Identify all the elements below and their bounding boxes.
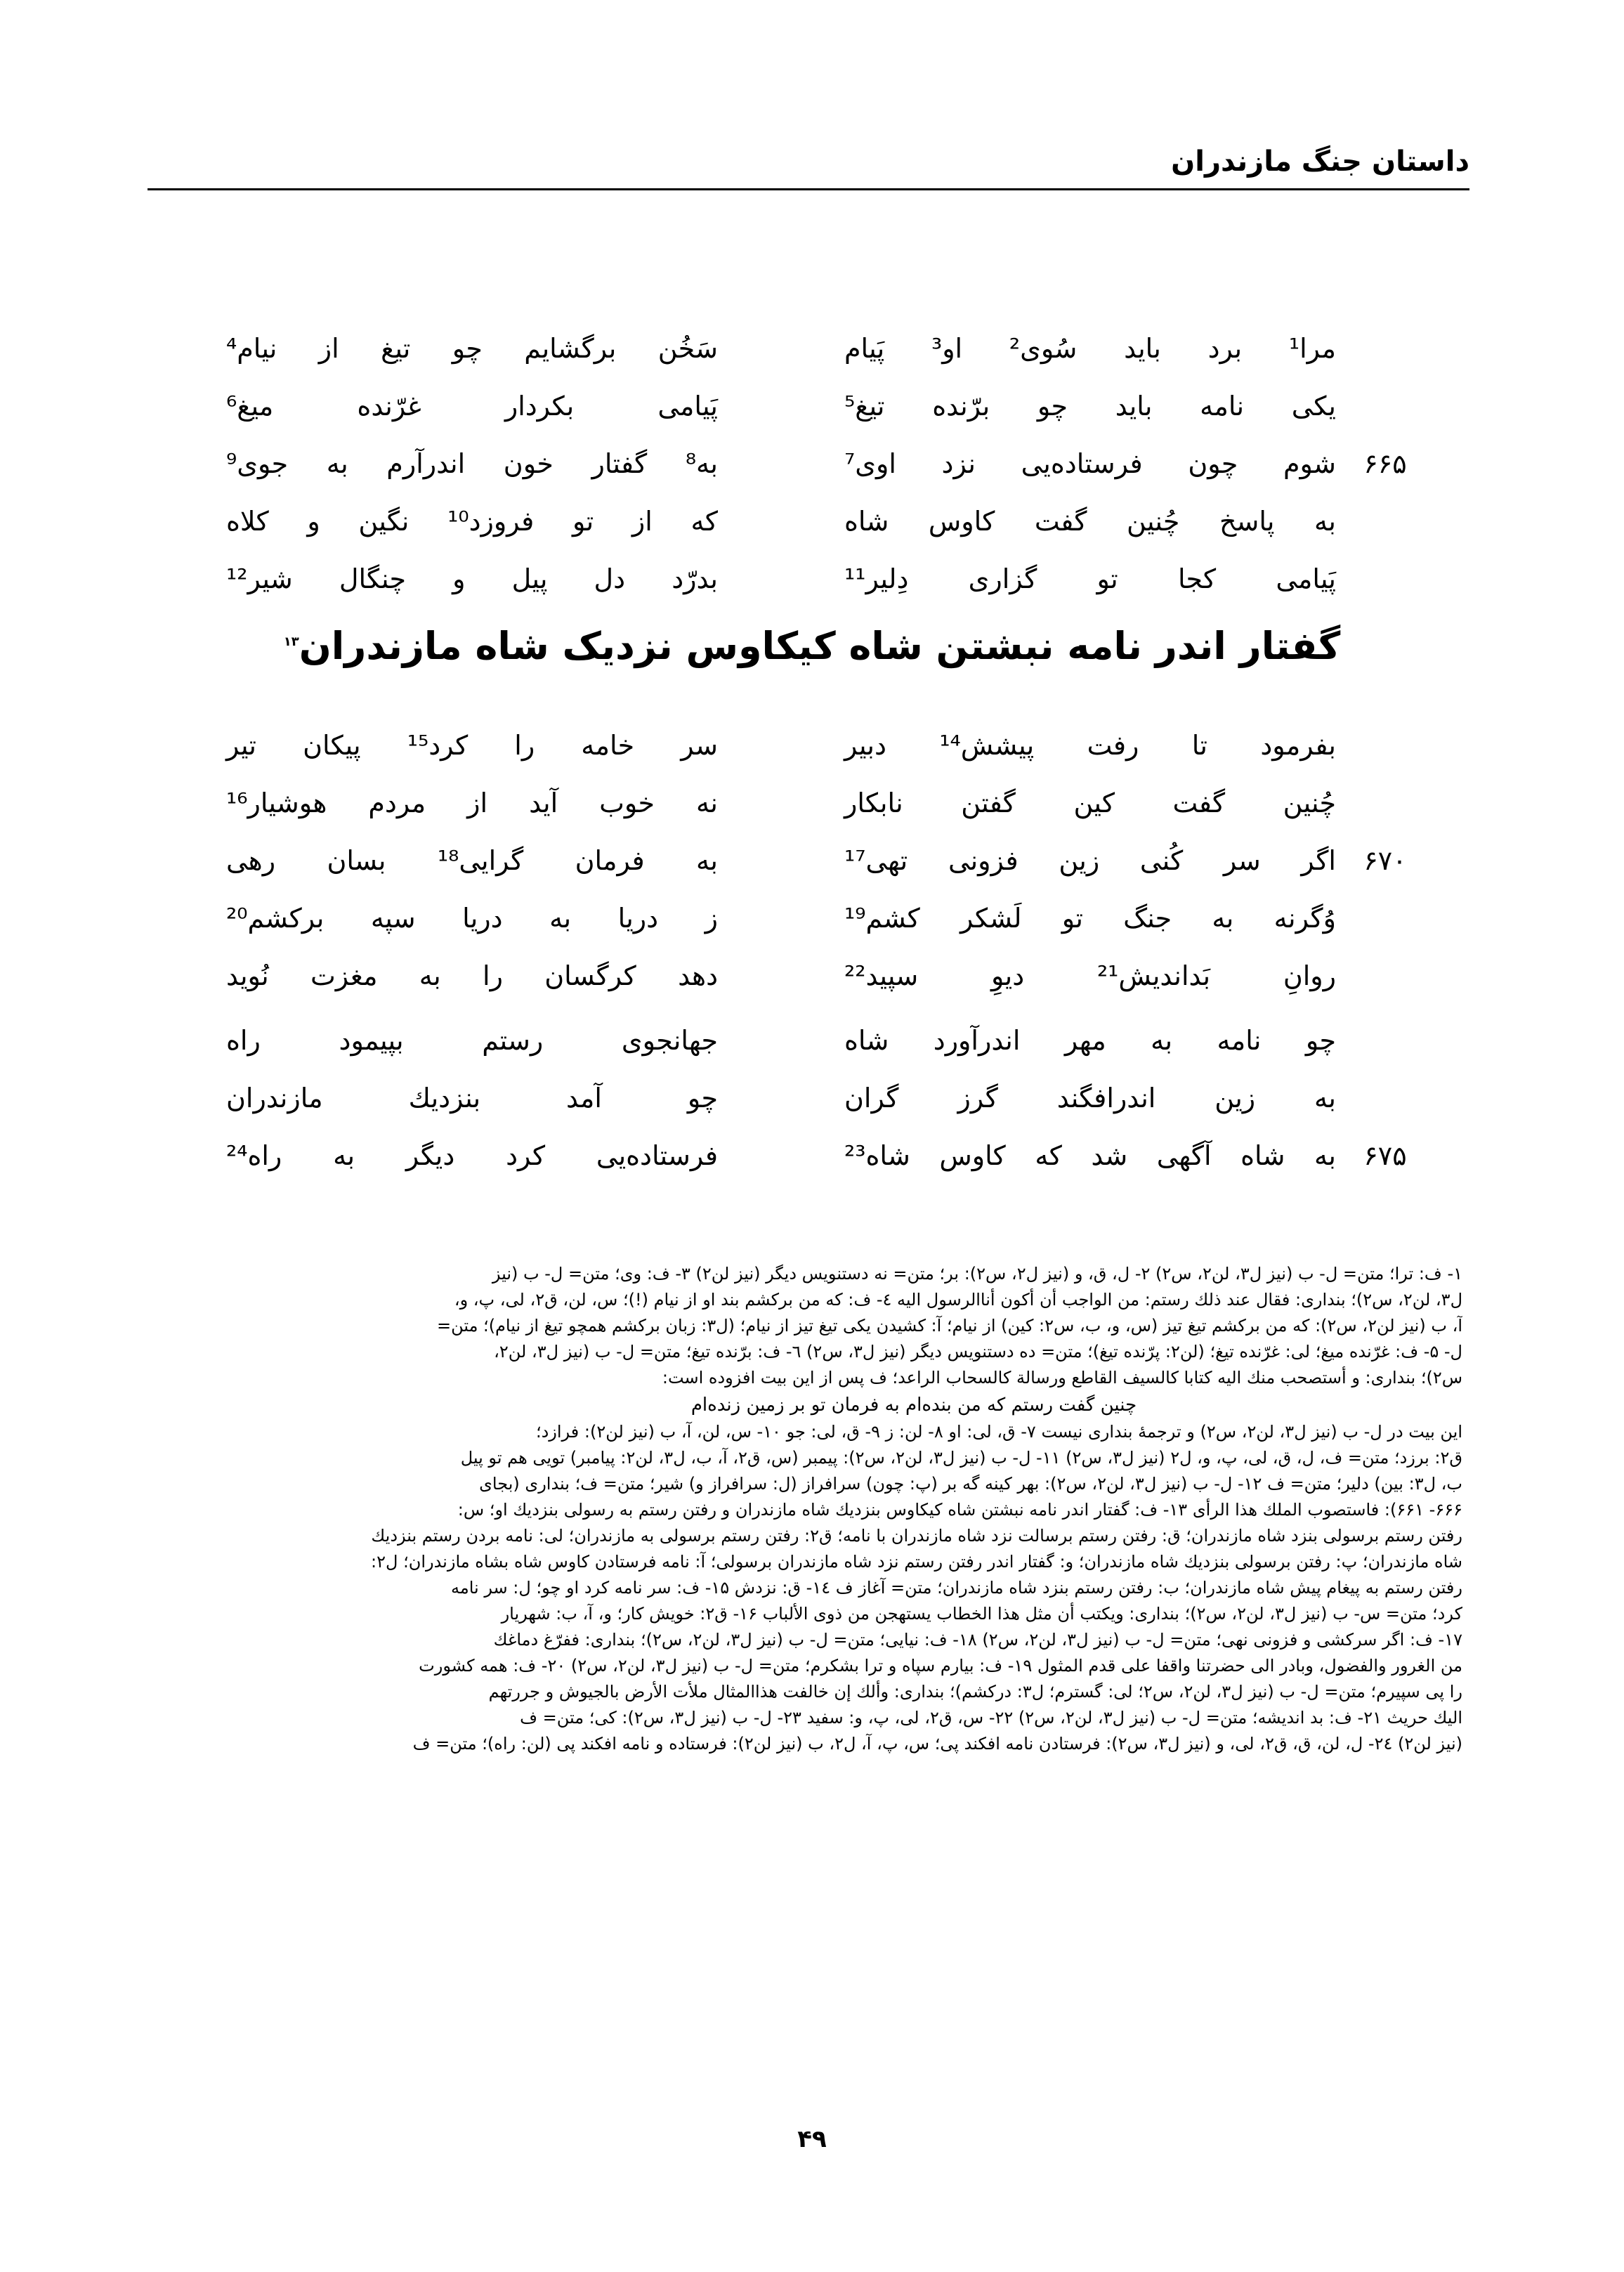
footnote-line: شاه مازندران؛ پ: رفتن برسولی بنزدیك شاه مازندران؛ و: گفتار اندر رفتن رستم نزد شاه مازندران برسولی؛ آ: نامه فرستادن کاوس شاه بشاه مازندران؛ ل۲: [371, 1552, 1462, 1572]
verse-row [226, 717, 1413, 774]
running-title: داستان جنگ مازندران [1171, 145, 1469, 178]
verse-number: ۶۶۵ [1363, 448, 1407, 479]
hemistich-second: چو آمد بنزدیك مازندران [226, 1083, 718, 1114]
footnote-line: ل۳، لن۲، س۲)؛ بنداری: فقال عند ذلك رستم: من الواجب أن أکون أناالرسول الیه ٤- ف: که من برکشم بند او از نیام (!)؛ س، لن، ق۲، لی، پ، و، [454, 1290, 1462, 1310]
verse-row [226, 492, 1413, 550]
footnote-line: ب، ل۳: بین) دلیر؛ متن= ف ۱۲- ل- ب (نیز ل۳، لن۲، س۲): بهر کینه گه بر (پ: چون) سرافراز (ل: سرافراز و) شیر؛ متن= ف؛ بنداری (بجای [479, 1474, 1462, 1494]
hemistich-second: بدرّد دل پیل و چنگال شیر¹² [226, 563, 718, 594]
footnote-line: را پی سپیرم؛ متن= ل- ب (نیز ل۳، لن۲، س۲؛ لی: گسترم؛ ل۳: درکشم)؛ بنداری: وألك إن خالفت هذاالمثال ملأت الأرض بالجیوش و جررتهم [488, 1682, 1462, 1702]
hemistich-first: وُگرنه به جنگ تو لَشکر کشم¹⁹ [844, 903, 1336, 934]
verse-row [226, 832, 1413, 889]
hemistich-second: سَخُن برگشایم چو تیغ از نیام⁴ [226, 333, 718, 364]
footnote-line: کرد؛ متن= س- ب (نیز ل۳، لن۲، س۲)؛ بنداری: ویکتب أن مثل هذا الخطاب یستهجن من ذوی الألباب ۱۶- ق۲: خویش کار؛ و، آ، ب: شهریار [501, 1604, 1462, 1624]
footnote-line: ق۲: برزد؛ متن= ف، ل، ق، لی، پ، و، ل۲ (نیز ل۳، س۲) ۱۱- ل- ب (نیز ل۳، لن۲، س۲): پیمبر (س، ق۲، آ، ب، ل۳، لن۲: پیامبر) تویی هم تو پیل [460, 1448, 1462, 1468]
verse-row [226, 377, 1413, 435]
hemistich-second: پَیامی بکردار غرّنده میغ⁶ [226, 391, 718, 422]
hemistich-second: که از تو فروزد¹⁰ نگین و کلاه [226, 506, 719, 537]
hemistich-second: ز دریا به دریا سپه برکشم²⁰ [226, 903, 718, 934]
hemistich-first: پَیامی کجا تو گزاری دِلیر¹¹ [844, 563, 1336, 594]
hemistich-second: جهانجوی رستم بپیمود راه [226, 1025, 718, 1056]
hemistich-first: چو نامه به مهر اندرآورد شاه [844, 1025, 1336, 1056]
hemistich-second: به⁸ گفتار خون اندرآرم به جوی⁹ [226, 448, 718, 479]
hemistich-first: مرا¹ برد باید سُوی² او³ پَیام [844, 333, 1336, 364]
footnote-line: ۱۷- ف: اگر سرکشی و فزونی نهی؛ متن= ل- ب (نیز ل۳، لن۲، س۲) ۱۸- ف: نیایی؛ متن= ل- ب (نیز ل۳، لن۲، س۲)؛ بنداری: ففرّغ دماغك [493, 1630, 1462, 1650]
footnote-line: (نیز لن۲) ۲٤- ل، لن، ق، ق۲، لی، و (نیز ل۳، س۲): فرستادن نامه افکند پی؛ س، پ، آ، ل۲، ب (نیز لن۲): فرستاده و نامه افکند پی (لن: راه)؛ متن= ف [412, 1734, 1462, 1754]
hemistich-second: دهد کرگسان را به مغزت نُوید [226, 960, 718, 991]
section-heading [211, 618, 1413, 674]
page-number: ۴۹ [797, 2125, 827, 2153]
footnote-line: الیك حریث ۲۱- ف: بد اندیشه؛ متن= ل- ب (نیز ل۳، لن۲، س۲) ۲۲- س، ق۲، لی، پ، و: سفید ۲۳- ل- ب (نیز ل۳، س۲): کی؛ متن= ف [520, 1708, 1462, 1728]
footnote-line: من الغرور والفضول، وبادر الی حضرتنا واقفا علی قدم المثول ۱۹- ف: بیارم سپاه و ترا بشکرم؛ متن= ل- ب (نیز ل۳، لن۲، س۲) ۲۰- ف: همه کشورت [419, 1656, 1462, 1676]
hemistich-first: چُنین گفت کین گفتن نابکار [844, 788, 1336, 818]
verse-block-1 [226, 320, 1413, 608]
footnote-line: رفتن رستم به پیغام پیش شاه مازندران؛ ب: رفتن رستم بنزد شاه مازندران؛ متن= آغاز ف ١٤- ق: نزدش ۱۵- ف: سر نامه کرد او چو؛ ل: سر نامه [450, 1578, 1462, 1598]
hemistich-first: اگر سر کُنی زین فزونی تهی¹⁷ [844, 845, 1336, 876]
verse-number: ۶۷۰ [1363, 845, 1407, 876]
header-rule [148, 188, 1469, 190]
hemistich-second: فرستاده‌یی کرد دیگر به راه²⁴ [226, 1140, 718, 1171]
hemistich-first: به پاسخ چُنین گفت کاوس شاه [844, 506, 1336, 537]
verse-row [226, 1069, 1413, 1127]
verse-block-3 [226, 1012, 1413, 1184]
verse-row [226, 550, 1413, 608]
verse-block-2 [226, 717, 1413, 1005]
hemistich-second: سر خامه را کرد¹⁵ پیکان تیر [226, 730, 718, 761]
hemistich-first: به زین اندرافگند گرز گران [844, 1083, 1336, 1114]
verse-row [226, 435, 1413, 492]
footnote-line: ١- ف: ترا؛ متن= ل- ب (نیز ل۳، لن۲، س۲) ۲- ل، ق، و (نیز ل۲، س۲): بر؛ متن= نه دستنویس دیگر (نیز لن۲) ۳- ف: وی؛ متن= ل- ب (نیز [492, 1264, 1462, 1284]
hemistich-first: به شاه آگهی شد که کاوس شاه²³ [844, 1140, 1336, 1171]
footnotes [155, 1261, 1462, 1757]
footnote-line: س۲)؛ بنداری: و أستصحب منك الیه کتابا کالسیف القاطع ورسالة کالسحاب الراعد؛ ف پس از این بیت افزوده است: [662, 1368, 1462, 1388]
footnote-line: ل- ۵- ف: غرّنده میغ؛ لی: غرّنده تیغ؛ (لن۲: پرّنده تیغ)؛ متن= ده دستنویس دیگر (نیز ل۳، س۲) ٦- ف: برّنده تیغ؛ متن= ل- ب (نیز ل۳، لن۲، [494, 1342, 1462, 1362]
hemistich-first: شوم چون فرستاده‌یی نزد اوی⁷ [844, 448, 1336, 479]
verse-row [226, 774, 1413, 832]
verse-row [226, 1127, 1413, 1184]
footnote-marker: ۱۳ [283, 634, 299, 649]
hemistich-first: بفرمود تا رفت پیشش¹⁴ دبیر [844, 730, 1336, 761]
footnote-line: ۶۶۶- ۶۶۱): فاستصوب الملك هذا الرأی ۱۳- ف: گفتار اندر نامه نبشتن شاه کیکاوس بنزدیك شاه مازندران و رفتن رستم به رسولی بنزدیك او؛ س: [457, 1500, 1462, 1520]
footnote-line: رفتن رستم برسولی بنزد شاه مازندران؛ ق: رفتن رستم برسالت نزد شاه مازندران با نامه؛ ق۲: رفتن رستم برسولی به مازندران؛ لی: نامه بردن رستم بنزدیك [371, 1526, 1462, 1546]
verse-row [226, 889, 1413, 947]
hemistich-first: روانِ بَداندیش²¹ دیوِ سپید²² [844, 960, 1336, 991]
verse-row [226, 320, 1413, 377]
verse-row [226, 947, 1413, 1005]
verse-row [226, 1012, 1413, 1069]
hemistich-second: نه خوب آید از مردم هوشیار¹⁶ [226, 788, 718, 818]
section-heading-text: گفتار اندر نامه نبشتن شاه کیکاوس نزدیک شاه مازندران [299, 624, 1341, 668]
footnote-line: این بیت در ل- ب (نیز ل۳، لن۲، س۲) و ترجمهٔ بنداری نیست ۷- ق، لی: او ۸- لن: ز ۹- ق، لی: جو ۱۰- س، لن، آ، ب (نیز لن۲): فرازد؛ [535, 1422, 1462, 1442]
footnote-line: آ، ب (نیز لن۲، س۲): که من برکشم تیغ تیز (س، و، ب، س۲: کین) از نیام؛ آ: کشیدن یکی تیغ تیز از نیام؛ (ل۳: زبان برکشم همچو تیغ از نیام)؛ متن= [436, 1316, 1462, 1336]
hemistich-first: یکی نامه باید چو برّنده تیغ⁵ [844, 391, 1336, 422]
footnote-added-verse: چنین گفت رستم که من بنده‌ام به فرمان تو بر زمین زنده‌ام [690, 1395, 1137, 1416]
verse-number: ۶۷۵ [1363, 1140, 1407, 1171]
hemistich-second: به فرمان گرایی¹⁸ بسان رهی [226, 845, 718, 876]
